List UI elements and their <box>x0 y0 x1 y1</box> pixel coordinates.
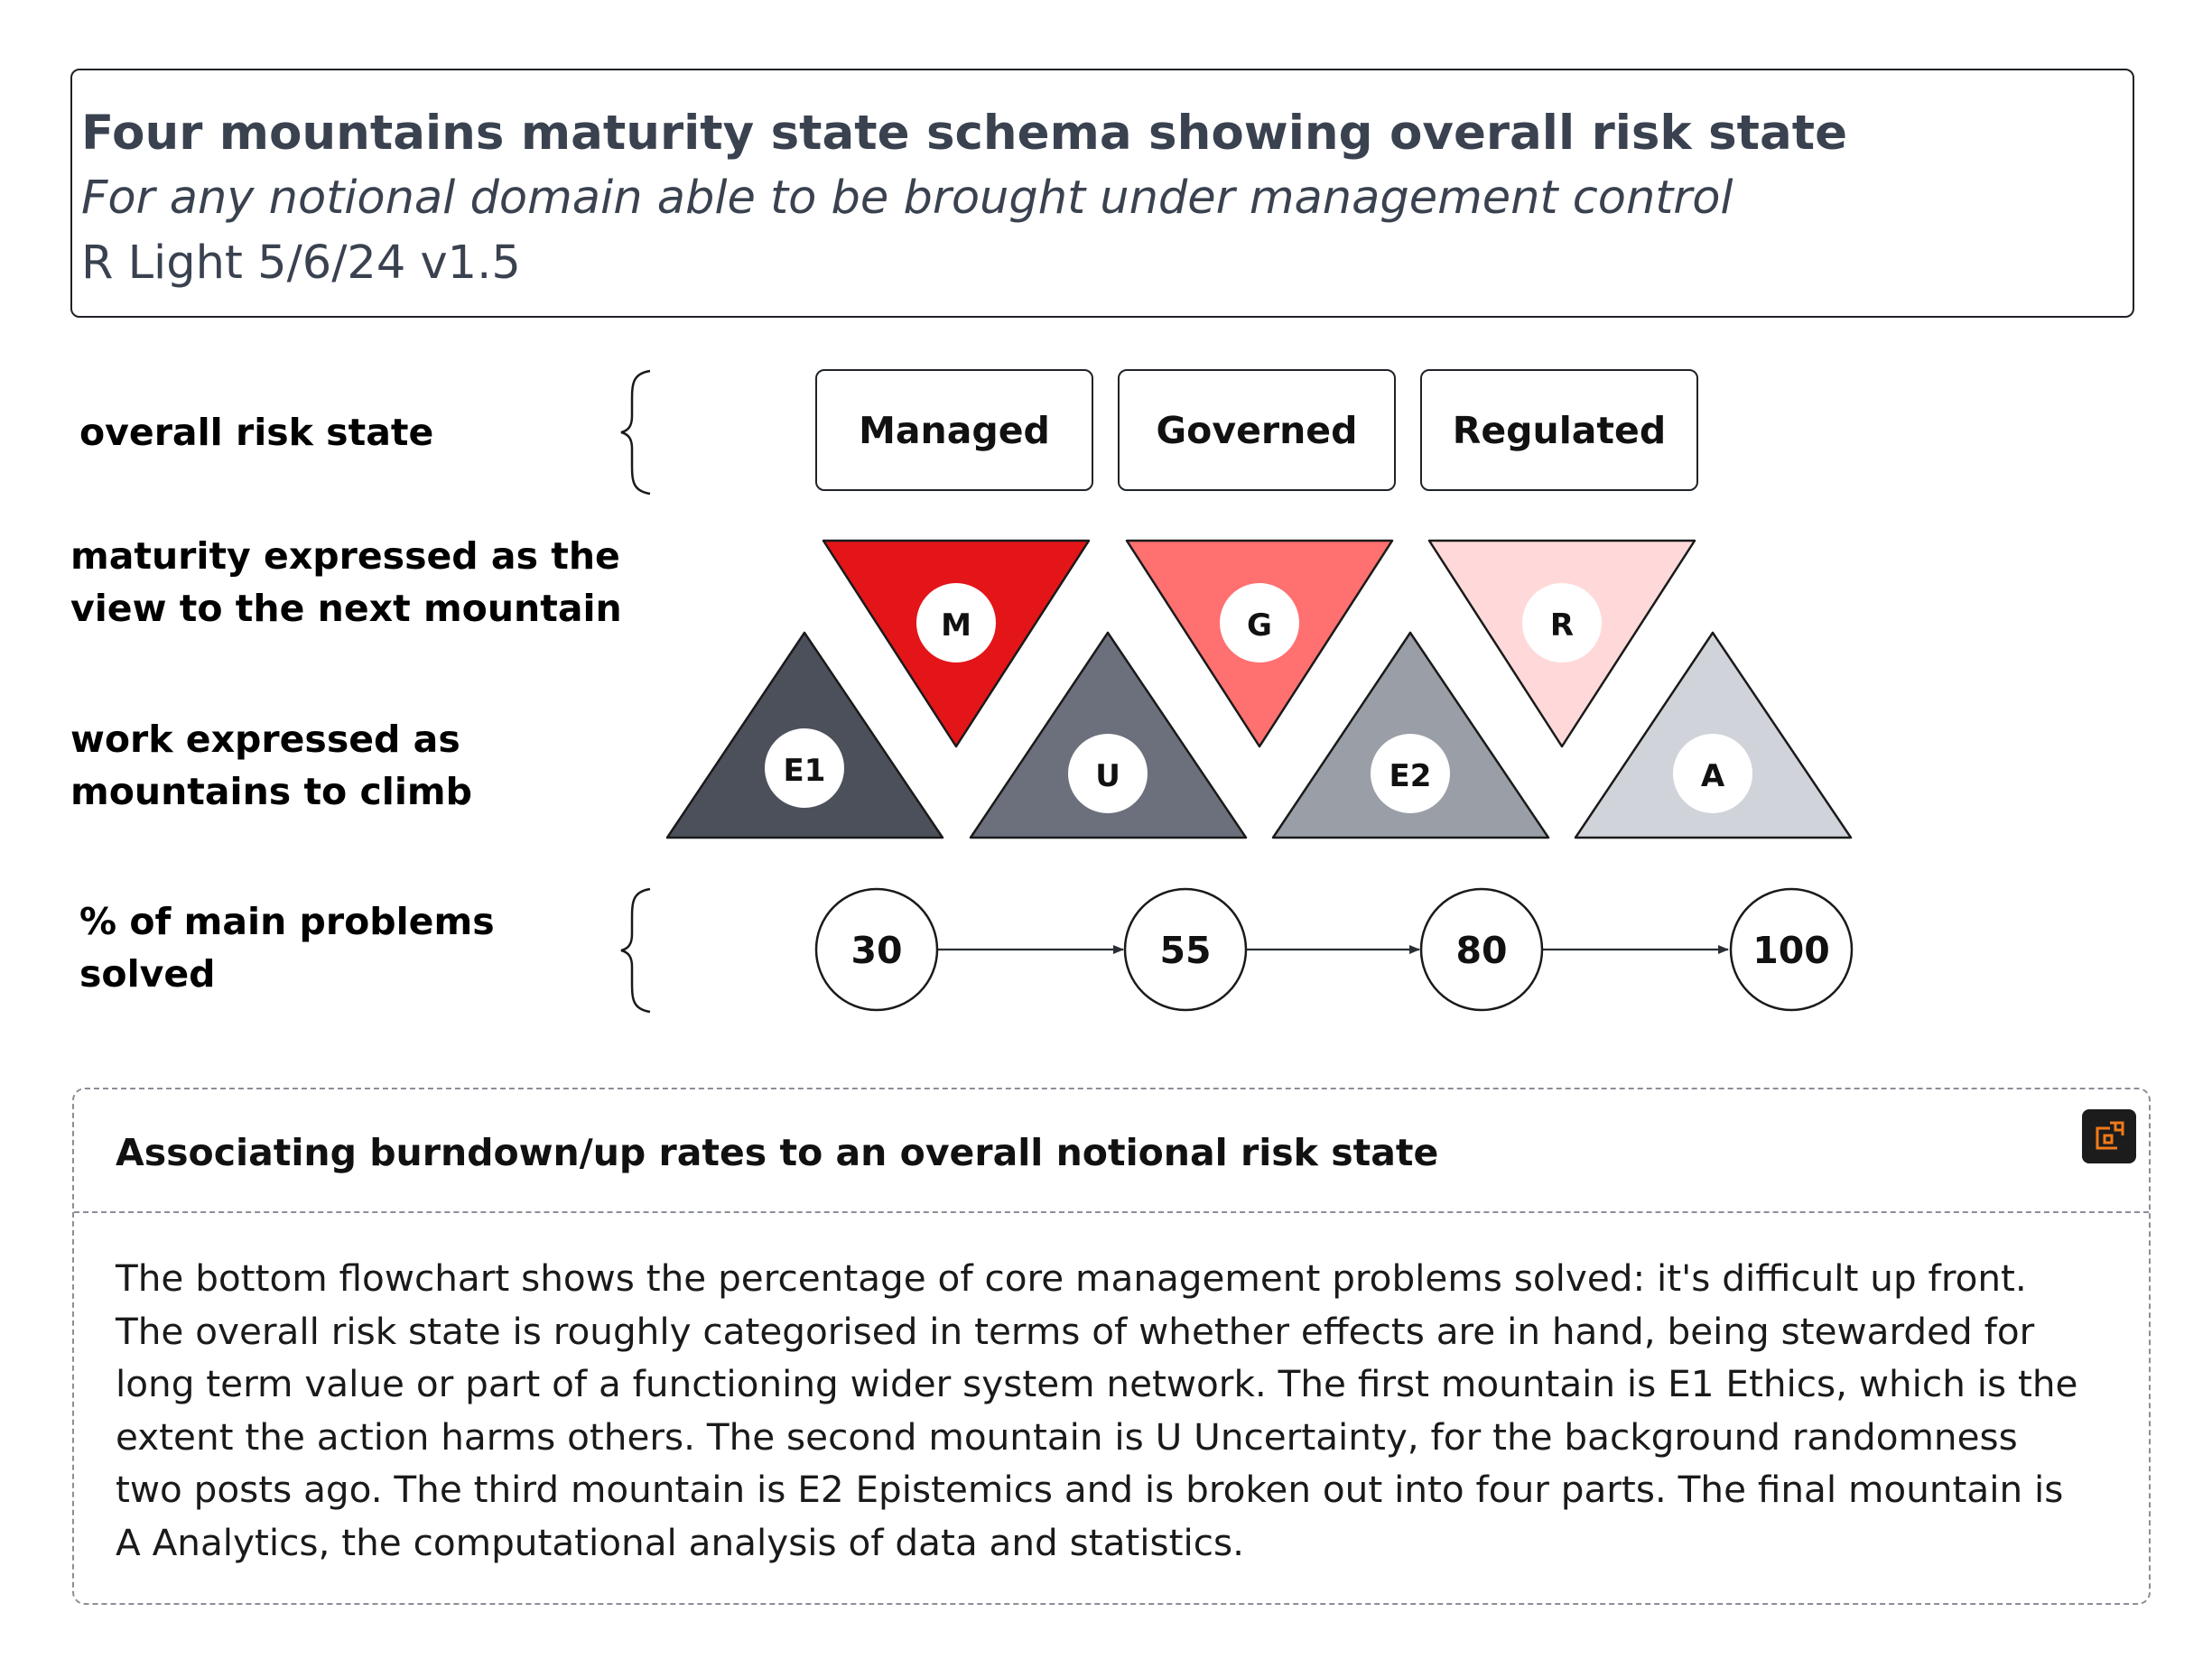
brace-problems <box>621 889 650 1012</box>
maturity-triangle-g <box>1127 541 1392 746</box>
mountain-letter-u: U <box>1095 758 1120 794</box>
progress-value-80: 80 <box>1455 929 1508 972</box>
progress-value-55: 55 <box>1159 929 1212 972</box>
maturity-letter-m: M <box>941 607 971 644</box>
brace-risk-state <box>621 371 650 494</box>
maturity-letter-g: G <box>1247 607 1272 644</box>
risk-state-managed: Managed <box>815 369 1093 491</box>
progress-node-55 <box>1125 889 1246 1010</box>
label-work-line1: work expressed as <box>70 718 460 761</box>
risk-state-governed: Governed <box>1118 369 1396 491</box>
mountain-letter-a: A <box>1700 758 1725 794</box>
note-body: The bottom flowchart shows the percentage of core management problems solved: it's difficult up front. The overall risk state is roughly categorised in terms of whether effects are in hand, being stewarded for long term value or part of a functioning wider system network. The first mountain is E1 Ethics, which is the extent the action harms others. The second mountain is U Uncertainty, for the background randomness two posts ago. The third mountain is E2 Epistemics and is broken out into four parts. The final mountain is A Analytics, the computational analysis of data and statistics. <box>116 1256 2078 1564</box>
diagram-title: Four mountains maturity state schema showing overall risk state <box>81 106 1848 161</box>
risk-state-regulated: Regulated <box>1420 369 1698 491</box>
explanation-note <box>72 1088 2151 1605</box>
diagram-subtitle: For any notional domain able to be brought under management control <box>81 171 1733 225</box>
author-version: R Light 5/6/24 v1.5 <box>81 236 521 290</box>
label-maturity-line1: maturity expressed as the <box>70 534 620 578</box>
label-overall-risk-state: overall risk state <box>79 411 434 454</box>
mountain-letter-e1: E1 <box>783 753 826 789</box>
label-work-line2: mountains to climb <box>70 770 472 813</box>
note-divider <box>74 1211 2149 1213</box>
mountain-letter-e2: E2 <box>1389 758 1432 794</box>
maturity-letter-r: R <box>1549 607 1575 644</box>
progress-value-30: 30 <box>850 929 903 972</box>
label-problems-line1: % of main problems <box>79 900 495 943</box>
progress-node-100 <box>1731 889 1852 1010</box>
note-app-icon[interactable] <box>2082 1109 2136 1163</box>
progress-value-100: 100 <box>1752 929 1830 972</box>
progress-node-30 <box>816 889 937 1010</box>
note-title: Associating burndown/up rates to an overall notional risk state <box>116 1131 1439 1174</box>
maturity-triangle-m <box>823 541 1089 746</box>
maturity-triangle-r <box>1429 541 1695 746</box>
progress-node-80 <box>1421 889 1542 1010</box>
label-maturity-line2: view to the next mountain <box>70 587 622 630</box>
note-app-glyph-icon <box>2092 1119 2126 1154</box>
label-problems-line2: solved <box>79 952 216 996</box>
